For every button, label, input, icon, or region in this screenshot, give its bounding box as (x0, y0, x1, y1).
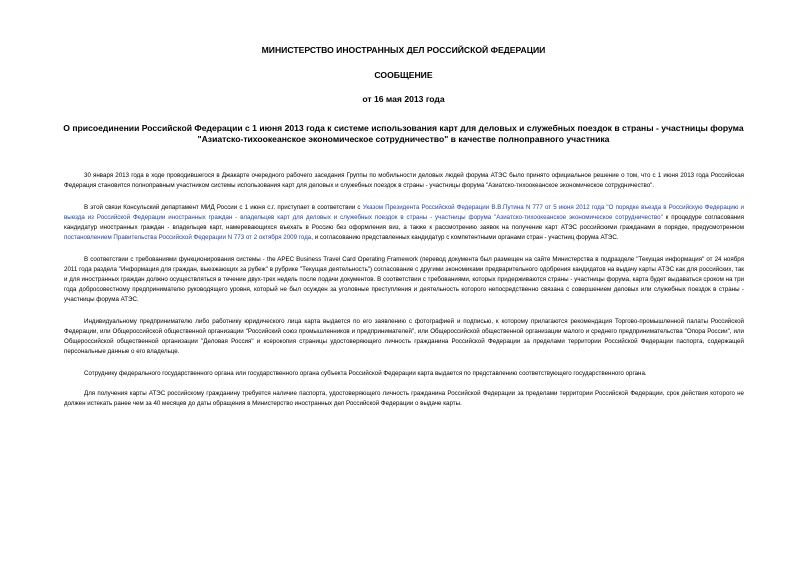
document-body (64, 171, 744, 421)
paragraph-4: Индивидуальному предпринимателю либо работнику юридического лица карта выдается по его заявлению с фотографией и подписью, к которому прилагаются рекомендация Торгово-промышленной палаты Российской Федерации, или Общероссийской общественной организации "Российский союз промышленников и предпринимателей", или Общероссийской общественной организации малого и среднего предпринимательства "Опора России", или Общероссийской общественной организации "Деловая Россия" и ксерокопия страницы удостоверяющего личность гражданина Российской Федерации за пределами территории Российской Федерации паспорта, содержащей персональные данные о его владельце. (64, 318, 744, 355)
presidential-decree-link[interactable]: Указом Президента Российской Федерации В.В.Путина N 777 от 5 июня 2012 года "О порядке въезда в Российскую Федерацию и выезда из Российской Федерации иностранных граждан - владельцев карт для деловых и служебных поездок в страны - участницы форума "Азиатско-тихоокеанское экономическое сотрудничество" (64, 204, 745, 221)
paragraph-2 (64, 203, 744, 243)
government-resolution-link[interactable]: постановлением Правительства Российской Федерации N 773 от 2 октября 2009 года (64, 234, 312, 241)
paragraph-1: 30 января 2013 года в ходе проводившегося в Джакарте очередного рабочего заседания Группы по мобильности деловых людей форума АТЭС было принято официальное решение о том, что с 1 июня 2013 года Российская Федерация становится полноправным участником системы использования карт для деловых и служебных поездок в страны - участницы форума "Азиатско-тихоокеанское экономическое сотрудничество". (64, 172, 744, 189)
paragraph-3: В соответствии с требованиями функционирования системы - the APEC Business Travel Card Operating Framework (перевод документа был размещен на сайте Министерства в подразделе "Текущая информация" от 24 ноября 2011 года раздела "Информация для граждан, выезжающих за рубеж" в рубрике "Текущая деятельность") согласование с другими экономиками предварительного одобрения кандидатов на выдачу карты АТЭС как для российских, так и для иностранных граждан должно осуществляться в течение двух-трех недель после подачи документов. В соответствии с требованиями, которых придерживаются страны - участницы форума, карта будет выдаваться сроком на три года добросовестному предпринимателю руководящего уровня, который не был осужден за уголовные преступления и деятельность которого непосредственно связана с совершением деловых или служебных поездок в страны - участницы форума АТЭС. (64, 256, 744, 303)
document-date: от 16 мая 2013 года (362, 94, 445, 104)
ministry-name: МИНИСТЕРСТВО ИНОСТРАННЫХ ДЕЛ РОССИЙСКОЙ ФЕДЕРАЦИИ (261, 45, 546, 55)
paragraph-2-text-c: , и согласованию представленных кандидатур с компетентными органами стран - участниц форума АТЭС. (311, 234, 619, 241)
paragraph-2-text-a: В этой связи Консульский департамент МИД России с 1 июня с.г. приступает в соответствии с (84, 204, 363, 211)
paragraph-5: Сотруднику федерального государственного органа или государственного органа субъекта Российской Федерации карта выдается по представлению соответствующего государственного органа. (84, 370, 647, 377)
paragraph-6: Для получения карты АТЭС российскому гражданину требуется наличие паспорта, удостоверяющего личность гражданина Российской Федерации за пределами территории Российской Федерации, срок действия которого не должен истекать ранее чем за 40 месяцев до даты обращения в Министерство иностранных дел Российской Федерации о выдаче карты. (64, 390, 744, 407)
document-title: О присоединении Российской Федерации с 1 июня 2013 года к системе использования карт для деловых и служебных поездок в страны - участницы форума "Азиатско-тихоокеанское экономическое сотрудничество" в качестве полноправного участника (63, 123, 744, 144)
document-type: СООБЩЕНИЕ (374, 70, 433, 80)
paragraph-2-text-b: к процедуре согласования кандидатур иностранных граждан - владельцев карт, намеревающихся въехать в Россию без оформления виз, а также к рассмотрению заявок на получение карт АТЭС российскими гражданами в порядке, предусмотренном (64, 214, 744, 231)
